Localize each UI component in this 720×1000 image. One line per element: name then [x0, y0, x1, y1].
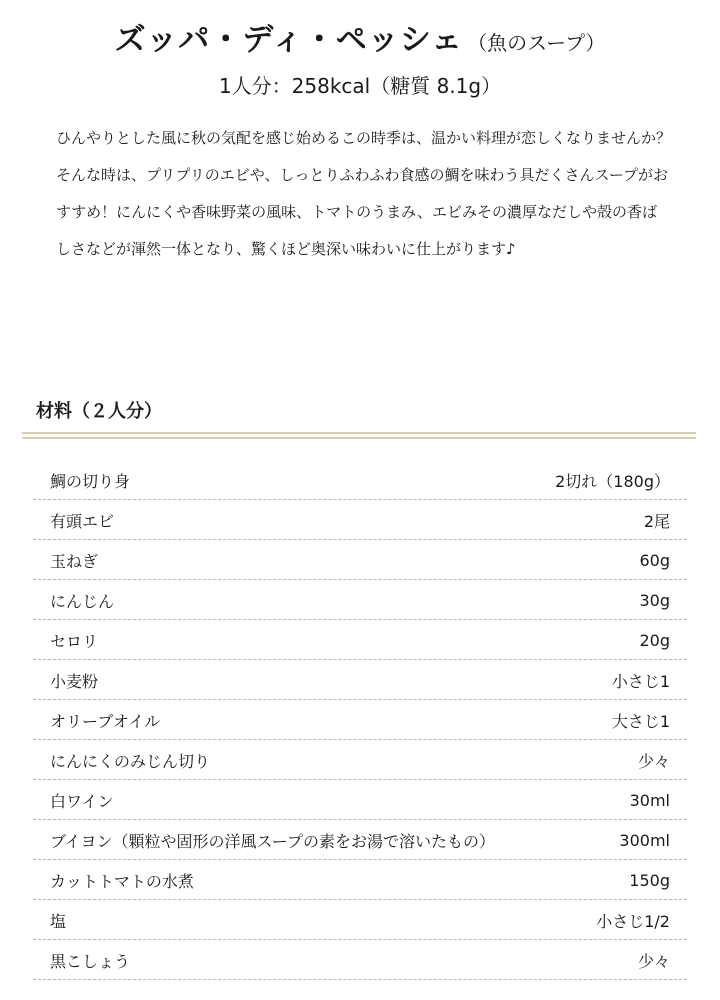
ingredient-row: [33, 542, 687, 580]
ingredient-row: [33, 942, 687, 980]
ingredient-row: [33, 902, 687, 940]
recipe-header: [0, 18, 720, 101]
ingredient-row: [33, 782, 687, 820]
ingredients-heading: 材料（２人分）: [36, 401, 162, 422]
ingredient-name: セロリ: [50, 632, 99, 651]
ingredient-name: 小麦粉: [50, 672, 99, 691]
ingredient-name: ブイヨン（顆粒や固形の洋風スープの素をお湯で溶いたもの）: [50, 832, 495, 851]
ingredient-row: [33, 702, 687, 740]
ingredient-name: 白ワイン: [50, 792, 114, 811]
section-divider: [22, 432, 696, 439]
ingredient-row: [33, 862, 687, 900]
ingredient-name: オリーブオイル: [50, 712, 161, 731]
ingredient-name: カットトマトの水煮: [50, 872, 194, 891]
ingredient-name: にんにくのみじん切り: [50, 752, 211, 771]
ingredient-amount: 60g: [639, 551, 670, 570]
ingredient-list: [33, 462, 687, 982]
ingredient-row: [33, 662, 687, 700]
ingredient-row: [33, 622, 687, 660]
ingredient-amount: 2切れ（180g）: [555, 472, 670, 491]
ingredient-name: 鯛の切り身: [50, 472, 131, 491]
ingredient-amount: 2尾: [643, 512, 670, 531]
ingredient-row: [33, 742, 687, 780]
ingredient-name: 黒こしょう: [50, 952, 131, 971]
ingredient-amount: 150g: [629, 871, 670, 890]
recipe-title-text: ズッパ・ディ・ペッシェ: [114, 22, 464, 58]
ingredient-name: 玉ねぎ: [50, 552, 99, 571]
nutrition-info: 1人分：258kcal（糖質 8.1g）: [218, 74, 502, 98]
recipe-subtitle: （魚のスープ）: [467, 31, 606, 55]
ingredient-row: [33, 502, 687, 540]
recipe-title: [0, 18, 720, 65]
ingredient-amount: 300ml: [619, 831, 670, 850]
recipe-intro: ひんやりとした風に秋の気配を感じ始めるこの時季は、温かい料理が恋しくなりませんか？そんな時は、プリプリのエビや、しっとりふわふわ食感の鯛を味わう具だくさんスープがおすすめ！にんにくや香味野菜の風味、トマトのうまみ、エビみその濃厚なだしや殻の香ばしさなどが渾然一体となり、驚くほど奥深い味わいに仕上がります♪: [56, 129, 672, 258]
ingredient-amount: 大さじ1: [611, 712, 670, 731]
ingredient-amount: 少々: [637, 752, 670, 771]
ingredient-amount: 小さじ1: [611, 672, 670, 691]
ingredient-row: [33, 462, 687, 500]
ingredient-amount: 少々: [637, 952, 670, 971]
ingredient-name: にんじん: [50, 592, 115, 611]
ingredient-row: [33, 822, 687, 860]
ingredient-name: 塩: [50, 912, 67, 931]
ingredient-name: 有頭エビ: [50, 512, 115, 531]
ingredient-amount: 30g: [639, 591, 670, 610]
ingredient-amount: 30ml: [629, 791, 670, 810]
ingredient-amount: 小さじ1/2: [596, 912, 670, 931]
ingredient-row: [33, 582, 687, 620]
ingredient-amount: 20g: [639, 631, 670, 650]
